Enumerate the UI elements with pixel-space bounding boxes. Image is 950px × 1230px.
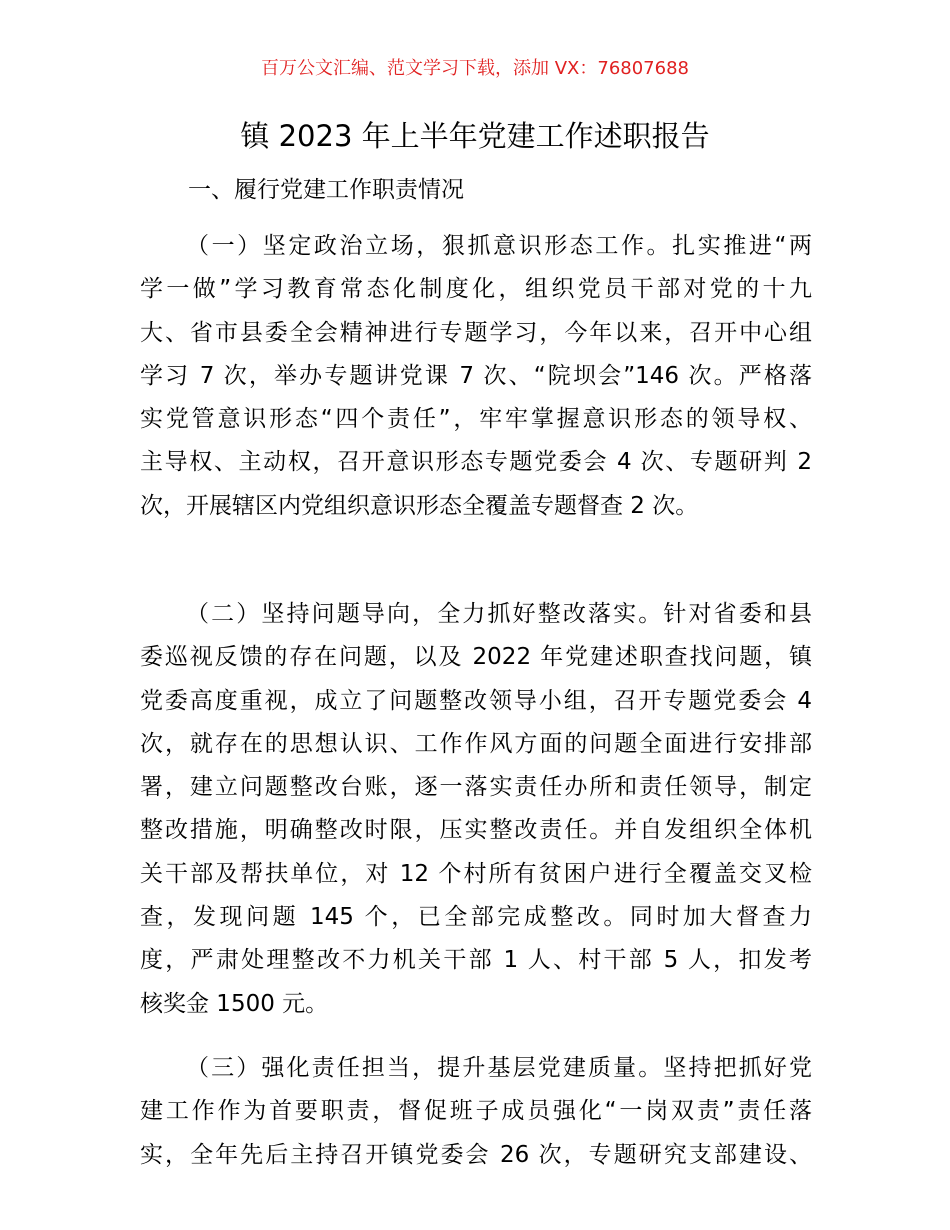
paragraph-line: 学习 7 次，举办专题讲党课 7 次、“院坝会”146 次。严格落: [140, 362, 812, 389]
paragraph-line: 建工作作为首要职责，督促班子成员强化“一岗双责”责任落: [140, 1098, 812, 1125]
paragraph-line: 查，发现问题 145 个，已全部完成整改。同时加大督查力: [140, 904, 812, 931]
document-title: 镇 2023 年上半年党建工作述职报告: [240, 119, 710, 153]
watermark-banner: 百万公文汇编、范文学习下载，添加 VX：76807688: [261, 58, 689, 79]
paragraph-line: 度，严肃处理整改不力机关干部 1 人、村干部 5 人，扣发考: [140, 947, 812, 974]
paragraph-line: 关干部及帮扶单位，对 12 个村所有贫困户进行全覆盖交叉检: [140, 860, 812, 887]
paragraph-line: 整改措施，明确整改时限，压实整改责任。并自发组织全体机: [140, 817, 812, 844]
paragraph-responsibility: [140, 1047, 812, 1177]
paragraph-line: 署，建立问题整改台账，逐一落实责任办所和责任领导，制定: [140, 774, 812, 801]
paragraph-line: 委巡视反馈的存在问题，以及 2022 年党建述职查找问题，镇: [140, 644, 812, 671]
paragraph-rectification: [140, 593, 812, 1026]
paragraph-line: 学一做”学习教育常态化制度化，组织党员干部对党的十九: [140, 276, 812, 303]
paragraph-line: （二）坚持问题导向，全力抓好整改落实。针对省委和县: [186, 601, 812, 627]
paragraph-ideology: [140, 225, 812, 528]
paragraph-line: 党委高度重视，成立了问题整改领导小组，召开专题党委会 4: [140, 687, 812, 714]
paragraph-line: 核奖金 1500 元。: [140, 990, 329, 1017]
paragraph-line: 实党管意识形态“四个责任”，牢牢掌握意识形态的领导权、: [140, 406, 812, 433]
paragraph-line: 实，全年先后主持召开镇党委会 26 次，专题研究支部建设、: [140, 1141, 812, 1168]
paragraph-line: （一）坚定政治立场，狠抓意识形态工作。扎实推进“两: [186, 233, 812, 259]
paragraph-line: 大、省市县委全会精神进行专题学习，今年以来，召开中心组: [140, 319, 812, 346]
paragraph-line: （三）强化责任担当，提升基层党建质量。坚持把抓好党: [186, 1055, 812, 1081]
section-heading: 一、履行党建工作职责情况: [188, 177, 464, 203]
paragraph-line: 次，就存在的思想认识、工作作风方面的问题全面进行安排部: [140, 730, 812, 757]
paragraph-line: 主导权、主动权，召开意识形态专题党委会 4 次、专题研判 2: [140, 449, 812, 476]
paragraph-line: 次，开展辖区内党组织意识形态全覆盖专题督查 2 次。: [140, 492, 699, 519]
